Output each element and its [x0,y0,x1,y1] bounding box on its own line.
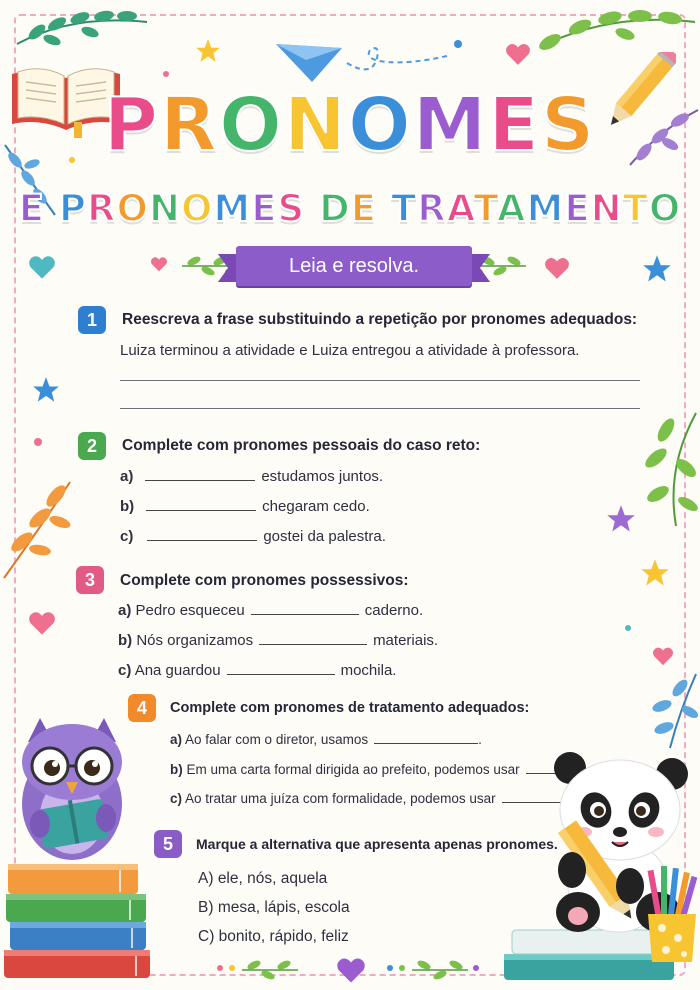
leaf-branch-icon [240,958,300,982]
item-label: a) [118,602,132,619]
question-1-title: Reescreva a frase substituindo a repetição por pronomes adequados: [122,311,638,328]
question-3-item-a [118,602,423,619]
question-2-item-b [120,498,370,515]
subtitle-letter: A [496,187,527,230]
question-2-item-a [120,468,383,485]
title-letter: R [159,82,219,168]
question-4-title: Complete com pronomes de tratamento adequados: [170,700,530,716]
answer-blank[interactable] [374,743,478,744]
title-letter: P [103,82,160,168]
subtitle-letter: E [251,187,278,230]
item-label: b) [120,498,135,515]
answer-blank[interactable] [259,644,367,645]
item-label: b) [170,762,183,777]
subtitle-letter: E [564,187,591,230]
subtitle-letter: S [277,187,306,230]
item-text: Ao tratar uma juíza com formalidade, podemos usar [185,791,496,806]
answer-blank[interactable] [227,674,335,675]
subtitle-letter: T [622,187,649,230]
option-text: mesa, lápis, escola [217,899,350,916]
question-5-title: Marque a alternativa que apresenta apenas pronomes. [196,836,558,852]
title-letter: O [218,82,284,168]
item-label: c) [118,662,132,679]
item-text: Ao falar com o diretor, usamos [185,732,369,747]
subtitle-letter: T [473,187,497,230]
title-letter: E [488,82,541,168]
subtitle-letter [305,187,319,230]
title-letter: O [347,82,413,168]
answer-blank[interactable] [147,540,257,541]
subtitle-letter: P [58,187,87,230]
item-label: c) [170,791,183,806]
answer-blank[interactable] [146,510,256,511]
question-5-option-a[interactable] [198,870,327,888]
instruction-ribbon: Leia e resolva. [236,246,472,286]
item-after: mochila. [340,662,397,679]
subtitle-letter: E [18,187,45,230]
subtitle-letter [377,187,391,230]
item-label: a) [170,732,183,747]
subtitle-letter: O [648,187,682,230]
question-5-number: 5 [154,830,182,858]
question-2-title: Complete com pronomes pessoais do caso reto: [122,437,481,454]
question-2-number: 2 [78,432,106,460]
subtitle-letter: D [319,187,351,230]
owl-icon [10,712,140,862]
question-1-sentence: Luiza terminou a atividade e Luiza entregou a atividade à professora. [120,342,580,359]
subtitle-letter: M [526,187,565,230]
item-text: chegaram cedo. [262,498,370,515]
subtitle-letter: T [390,187,418,230]
page-title [0,82,700,168]
item-after: caderno. [364,602,424,619]
answer-line[interactable] [120,380,640,381]
item-before: Pedro esqueceu [135,602,245,619]
question-3-item-c [118,662,396,679]
question-3-title: Complete com pronomes possessivos: [120,572,409,589]
answer-blank[interactable] [251,614,359,615]
subtitle-letter: O [116,187,149,230]
item-text: estudamos juntos. [261,468,384,485]
answer-blank[interactable] [145,480,255,481]
pencil-cup-icon [644,866,700,966]
question-1-number: 1 [78,306,106,334]
question-5-option-b[interactable] [198,899,350,917]
question-4-item-b [170,762,587,777]
question-2-item-c [120,528,386,545]
subtitle-letter: E [350,187,378,230]
item-text: gostei da palestra. [263,528,386,545]
title-letter: S [540,82,597,168]
question-4-number: 4 [128,694,156,722]
question-4-item-a [170,732,482,747]
subtitle-letter: A [446,187,474,230]
option-label: B) [198,899,214,916]
book-stack-icon [0,846,160,986]
subtitle-letter: N [590,187,623,230]
subtitle-letter: R [87,187,117,230]
item-after: materiais. [373,632,439,649]
item-text: Em uma carta formal dirigida ao prefeito, podemos usar [186,762,520,777]
subtitle-letter: O [180,187,214,230]
title-letter: M [412,82,489,168]
option-text: ele, nós, aquela [217,870,328,887]
item-before: Nós organizamos [136,632,254,649]
option-text: bonito, rápido, feliz [218,928,349,945]
item-end: . [478,732,482,747]
item-label: c) [120,528,134,545]
item-label: a) [120,468,134,485]
question-3-item-b [118,632,438,649]
subtitle-letter [45,187,59,230]
question-5-option-c[interactable] [198,928,349,946]
question-3-number: 3 [76,566,104,594]
item-before: Ana guardou [134,662,221,679]
subtitle-letter: M [213,187,252,230]
page-subtitle [0,187,700,230]
option-label: A) [198,870,214,887]
title-letter: N [283,82,348,168]
item-label: b) [118,632,133,649]
leaf-branch-icon [410,958,470,982]
subtitle-letter: R [417,187,447,230]
option-label: C) [198,928,215,945]
subtitle-letter: N [148,187,181,230]
question-4-item-c [170,791,575,806]
answer-line[interactable] [120,408,640,409]
